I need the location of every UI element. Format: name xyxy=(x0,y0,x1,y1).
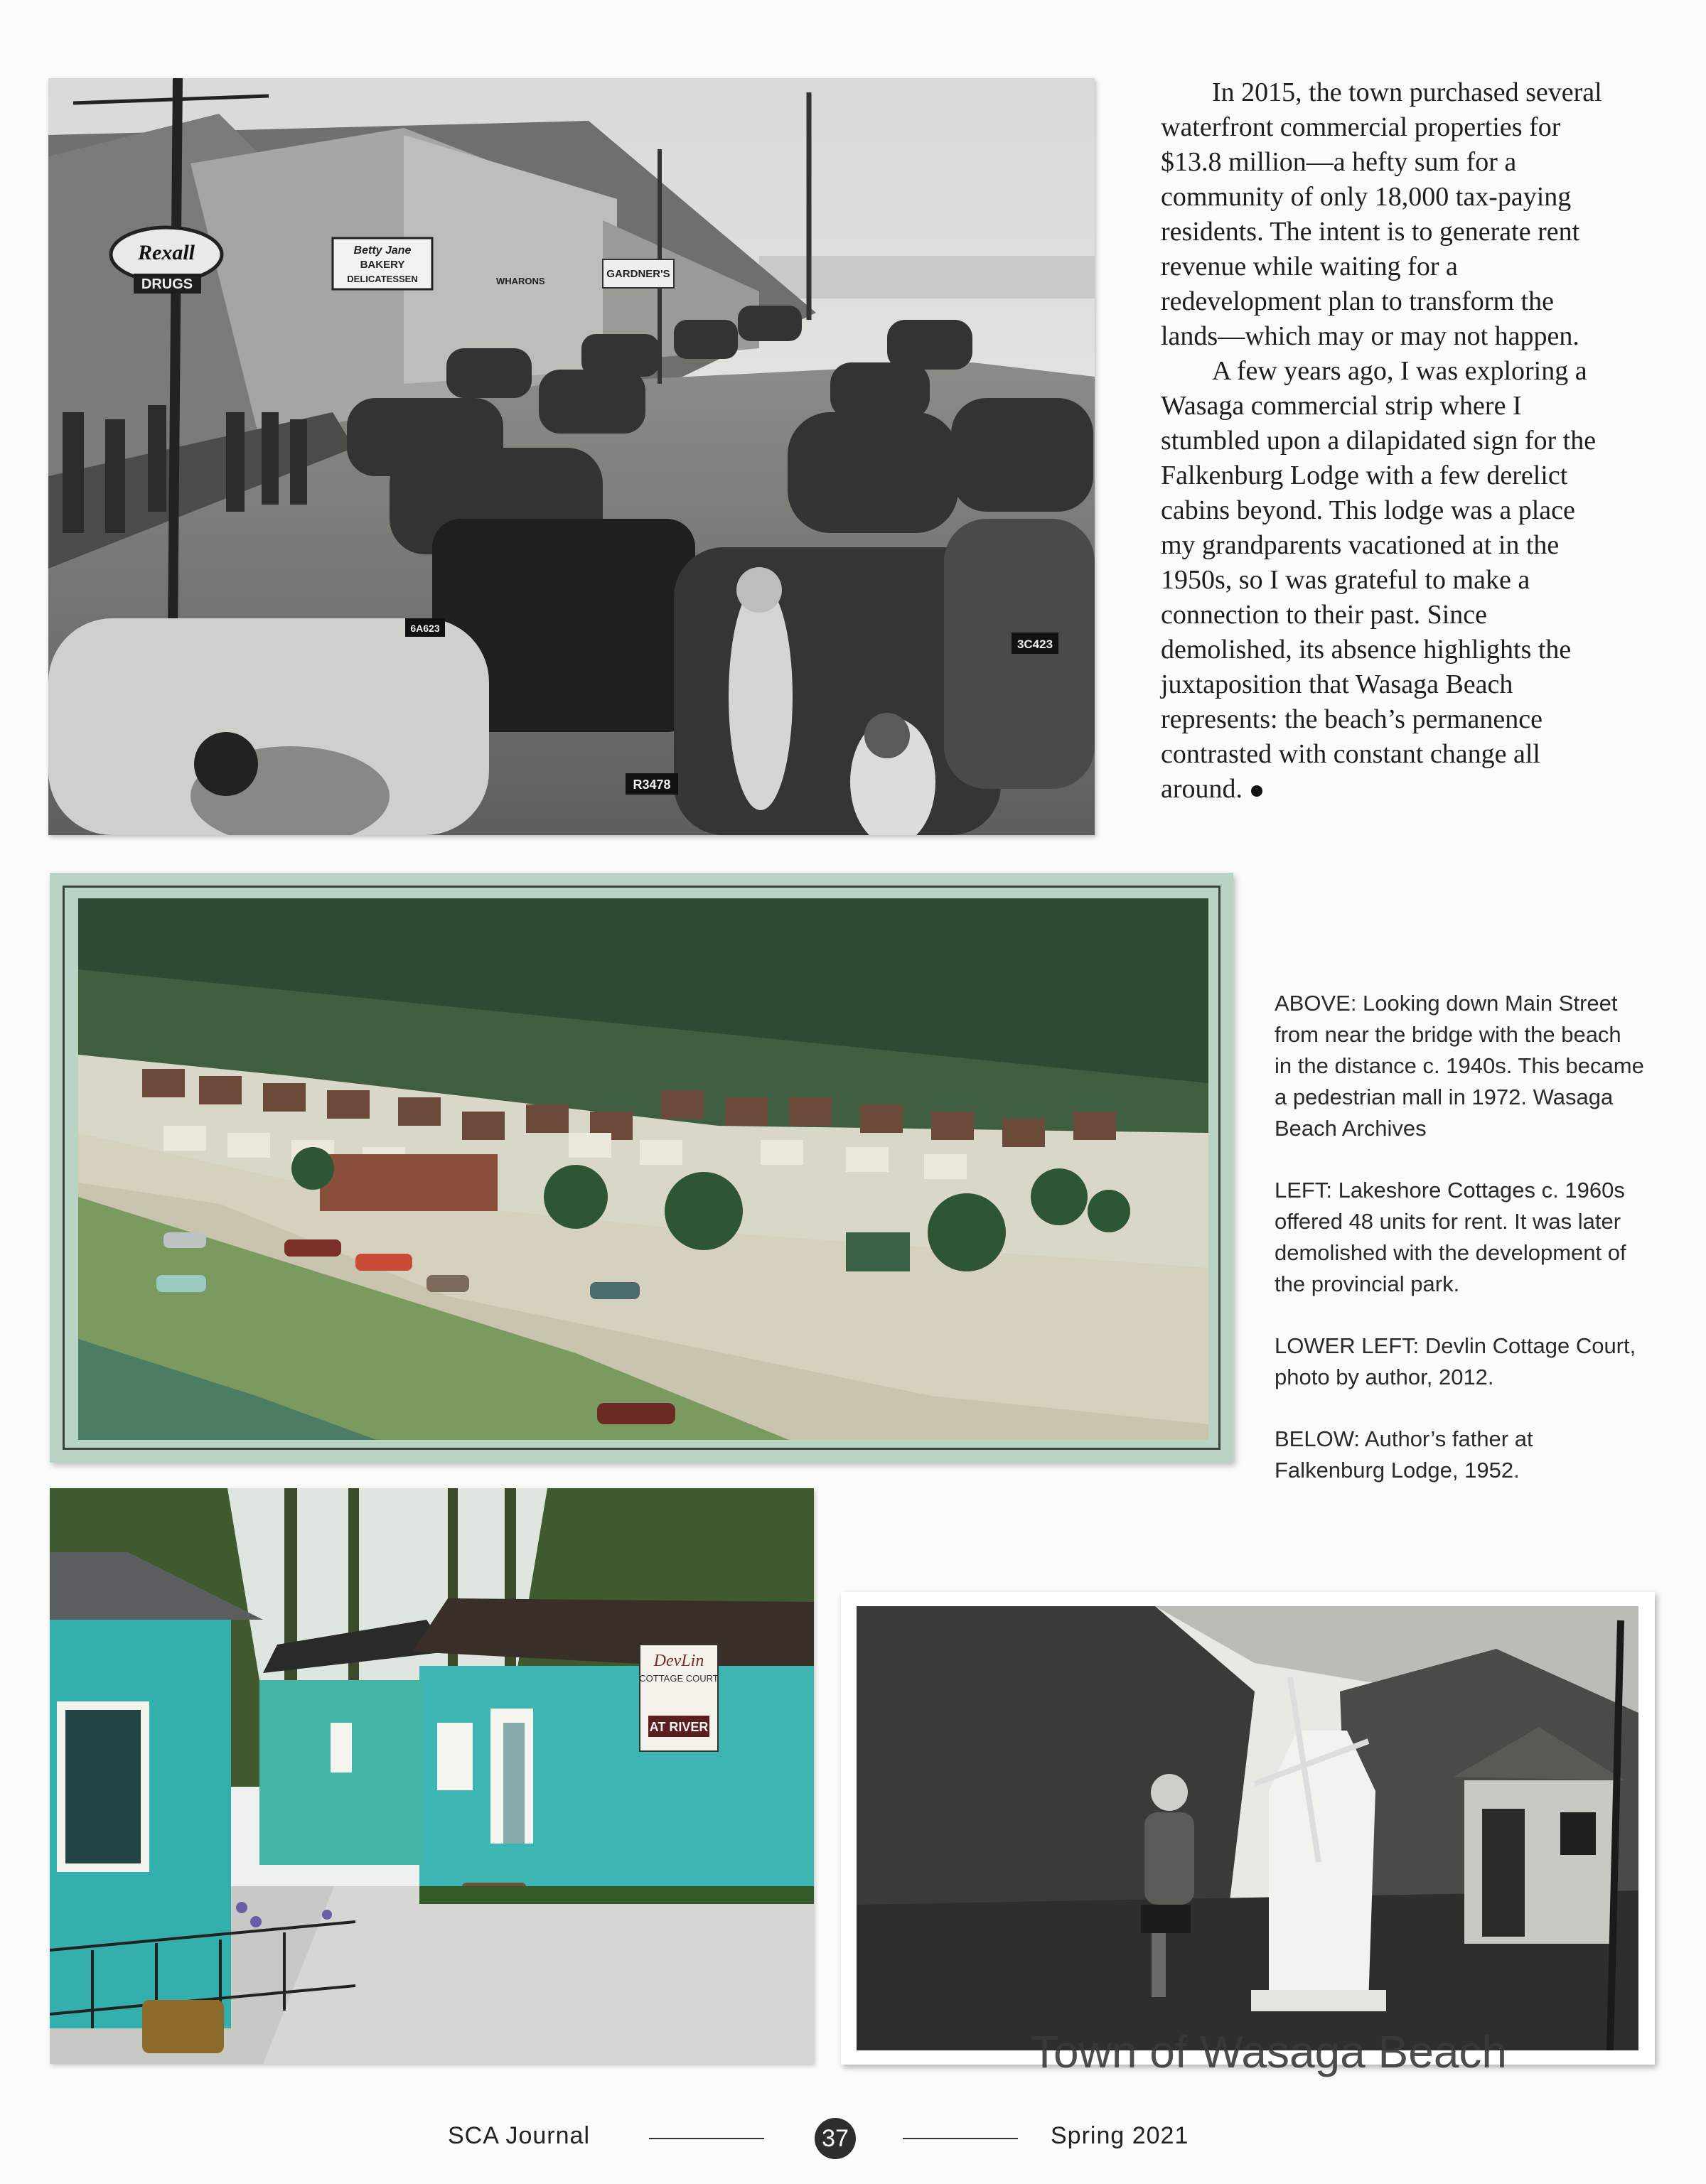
article-body xyxy=(1161,75,1616,807)
issue-label: Spring 2021 xyxy=(1051,2122,1189,2149)
article-paragraph: A few years ago, I was exploring a Wasaga commercial strip where I stumbled upon a dilapidated sign for the Falkenburg Lodge with a few derelict cabins beyond. This lodge was a place my grandparents vacationed at in the 1950s, so I was grateful to make a connection to their past. Since demolished, its absence highlights the juxtaposition that Wasaga Beach represents: the beach’s permanence contrasted with constant change all around. xyxy=(1161,356,1597,804)
license-plate-6a623: 6A623 xyxy=(410,623,440,634)
father-photo-frame xyxy=(841,1592,1655,2065)
article-paragraph: In 2015, the town purchased several waterfront commercial properties for $13.8 million—a hefty sum for a community of only 18,000 tax-paying residents. The intent is to generate rent revenue while waiting for a redevelopment plan to transform the lands—which may or may not happen. xyxy=(1161,77,1602,351)
footer-divider-left xyxy=(649,2138,764,2139)
footer-divider-right xyxy=(903,2138,1018,2139)
rexall-sign: Rexall xyxy=(138,241,195,264)
drugs-sign: DRUGS xyxy=(141,276,193,292)
caption-lower-left: LOWER LEFT: Devlin Cottage Court, photo by author, 2012. xyxy=(1275,1333,1636,1389)
devlin-sign-name: DevLin xyxy=(653,1652,704,1670)
gardners-sign: GARDNER'S xyxy=(606,268,670,280)
caption-below: BELOW: Author’s father at Falkenburg Lodge, 1952. xyxy=(1275,1426,1533,1483)
wharons-sign: WHARONS xyxy=(496,276,545,286)
lakeshore-photo-frame xyxy=(50,873,1233,1463)
father-falkenburg-photo xyxy=(857,1606,1638,2050)
captions-column xyxy=(1275,988,1644,1517)
page-footer xyxy=(0,2118,1706,2161)
license-plate-r3478: R3478 xyxy=(633,778,671,792)
caption-left: LEFT: Lakeshore Cottages c. 1960s offered 48 units for rent. It was later demolished with the development of the provincial park. xyxy=(1275,1178,1626,1296)
devlin-sign-subtitle: COTTAGE COURT xyxy=(639,1673,719,1684)
end-bullet xyxy=(1251,785,1262,797)
caption-above: ABOVE: Looking down Main Street from near the bridge with the beach in the distance c. 1940s. This became a pedestrian mall in 1972. Wasaga Beach Archives xyxy=(1275,991,1644,1141)
lakeshore-cottages-photo xyxy=(78,898,1208,1440)
bakery-sign: BAKERY xyxy=(360,259,405,271)
devlin-sign-at-river: AT RIVER xyxy=(649,1720,709,1734)
betty-jane-sign: Betty Jane xyxy=(353,244,412,257)
page-number-badge: 37 xyxy=(815,2118,856,2159)
overlay-title: Town of Wasaga Beach xyxy=(1031,2026,1507,2077)
delicatessen-sign: DELICATESSEN xyxy=(347,274,418,284)
main-street-photo xyxy=(48,78,1095,835)
devlin-cottage-photo xyxy=(50,1488,814,2064)
journal-name: SCA Journal xyxy=(448,2122,590,2149)
license-plate-3c423: 3C423 xyxy=(1016,638,1053,651)
